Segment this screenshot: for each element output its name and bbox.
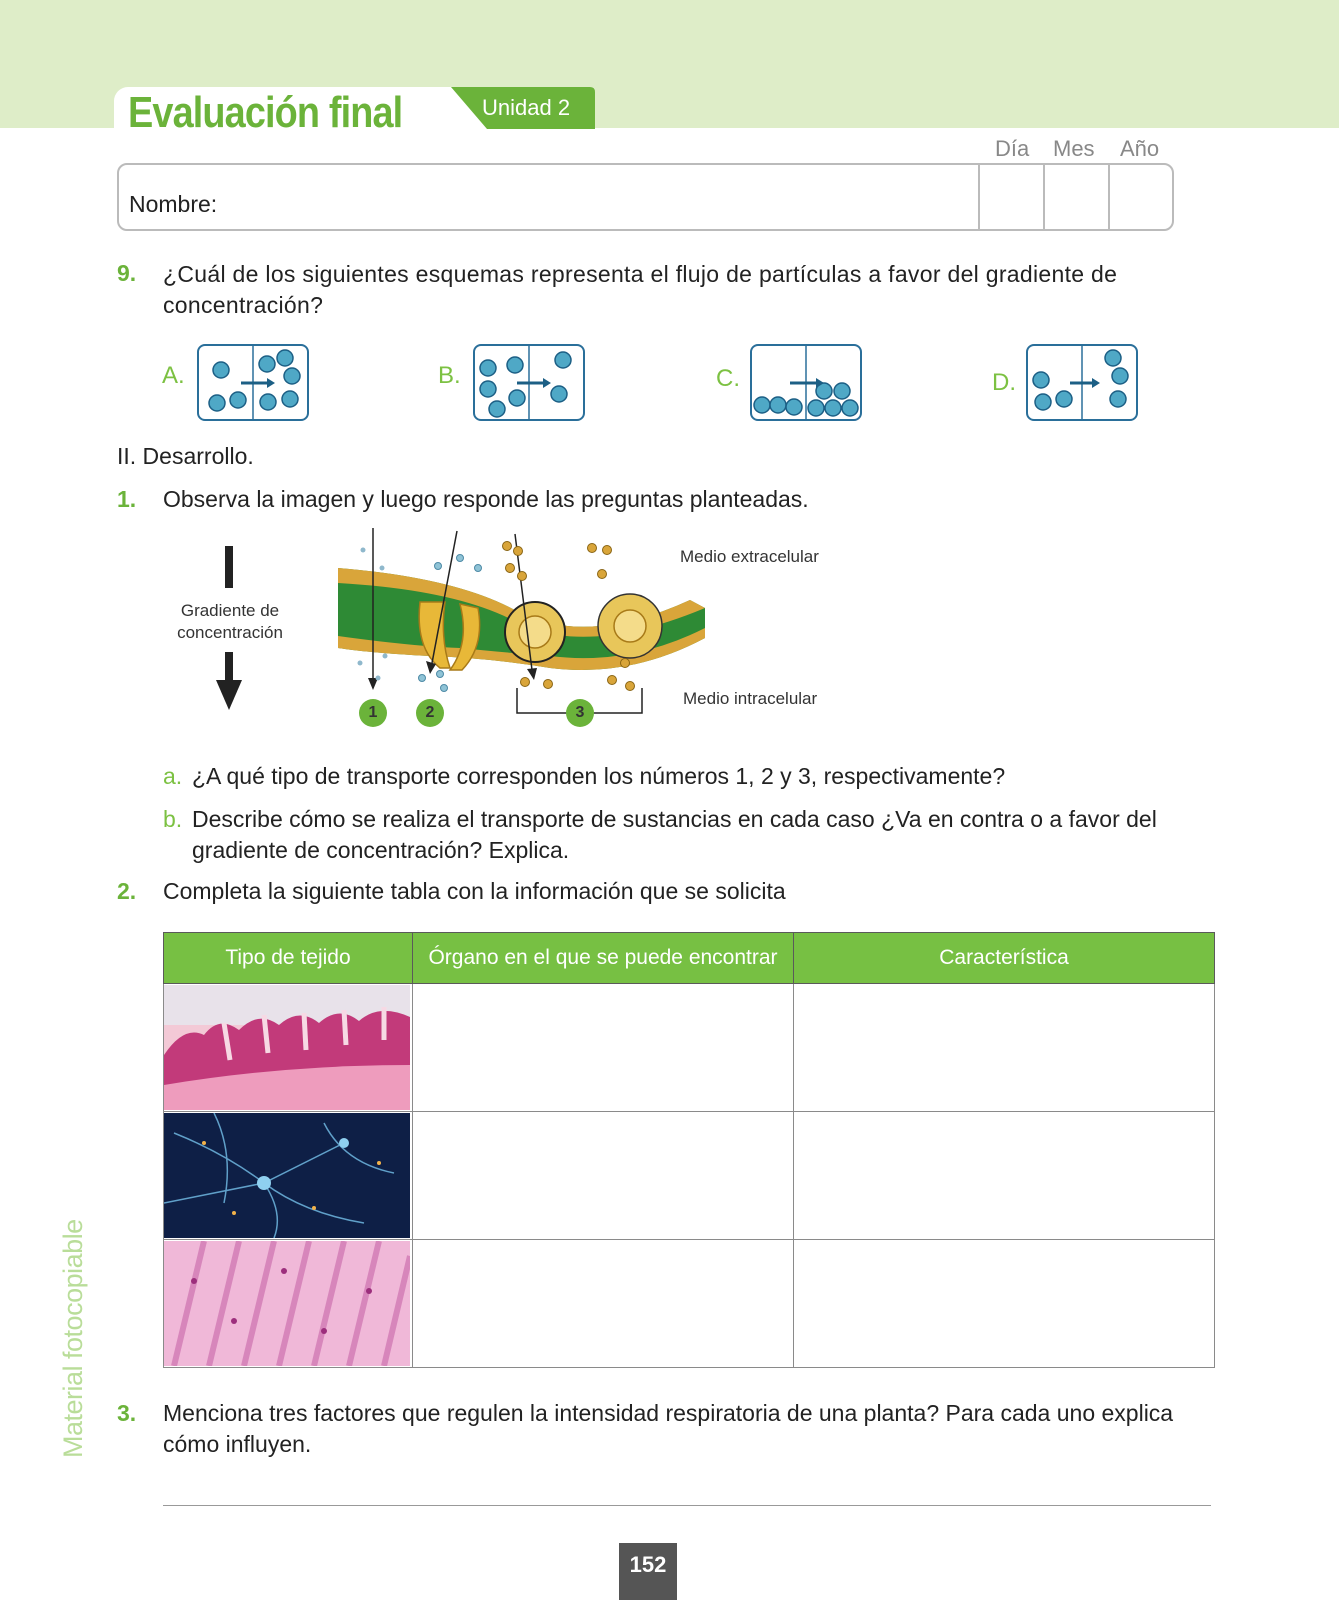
tissue-table	[163, 932, 1215, 1368]
header-tissue-type: Tipo de tejido	[164, 933, 413, 984]
page-title: Evaluación final	[128, 88, 403, 137]
option-d-diagram[interactable]	[1026, 344, 1138, 421]
marker-3: 3	[575, 704, 585, 721]
header-organ: Órgano en el que se puede encontrar	[413, 933, 794, 984]
marker-2: 2	[425, 704, 435, 721]
organ-answer-cell[interactable]	[413, 1240, 794, 1368]
organ-answer-cell[interactable]	[413, 1112, 794, 1240]
name-label: Nombre:	[129, 191, 218, 217]
month-field-divider	[1043, 163, 1045, 231]
tissue-image-cell	[164, 1240, 413, 1368]
characteristic-answer-cell[interactable]	[794, 1240, 1215, 1368]
option-d-label: D.	[992, 369, 1016, 396]
tissue-image-cell	[164, 1112, 413, 1240]
question-3-text: Menciona tres factores que regulen la intensidad respiratoria de una planta? Para cada uno explica cómo influyen.	[163, 1400, 1174, 1457]
marker-1: 1	[368, 704, 378, 721]
side-watermark: Material fotocopiable	[58, 1219, 88, 1458]
nervous-tissue-image	[164, 1113, 410, 1238]
gradient-label: Gradiente de concentración	[177, 601, 283, 642]
section-title: II. Desarrollo.	[117, 443, 254, 469]
table-row	[164, 984, 1215, 1112]
question-1-text: Observa la imagen y luego responde las preguntas planteadas.	[163, 486, 809, 512]
question-1a-text: ¿A qué tipo de transporte corresponden los números 1, 2 y 3, respectivamente?	[192, 763, 1006, 789]
question-1a-letter: a.	[163, 763, 183, 789]
question-2-text: Completa la siguiente tabla con la información que se solicita	[163, 878, 786, 904]
option-b-label: B.	[438, 362, 461, 389]
muscle-tissue-image	[164, 1241, 410, 1366]
table-row	[164, 1112, 1215, 1240]
question-9-number: 9.	[117, 260, 137, 286]
organ-answer-cell[interactable]	[413, 984, 794, 1112]
option-c-diagram[interactable]	[750, 344, 862, 421]
unit-badge: Unidad 2	[482, 95, 571, 120]
option-c-label: C.	[716, 365, 740, 392]
intracellular-label: Medio intracelular	[683, 689, 818, 708]
page-number: 152	[619, 1543, 677, 1600]
year-label: Año	[1120, 136, 1160, 161]
name-field[interactable]	[117, 163, 1174, 231]
characteristic-answer-cell[interactable]	[794, 984, 1215, 1112]
question-1b-letter: b.	[163, 806, 183, 832]
day-field-divider	[978, 163, 980, 231]
question-2-number: 2.	[117, 878, 137, 904]
month-label: Mes	[1053, 136, 1095, 161]
option-b-diagram[interactable]	[473, 344, 585, 421]
extracellular-label: Medio extracelular	[680, 547, 819, 566]
option-a-diagram[interactable]	[197, 344, 309, 421]
epithelial-tissue-image	[164, 985, 410, 1110]
tissue-image-cell	[164, 984, 413, 1112]
header-characteristic: Característica	[794, 933, 1215, 984]
year-field-divider	[1108, 163, 1110, 231]
question-3-number: 3.	[117, 1400, 137, 1426]
option-a-label: A.	[162, 362, 185, 389]
table-row	[164, 1240, 1215, 1368]
characteristic-answer-cell[interactable]	[794, 1112, 1215, 1240]
question-1b-text: Describe cómo se realiza el transporte de sustancias en cada caso ¿Va en contra o a favor del gradiente de concentración? Explica.	[192, 806, 1157, 863]
question-9-text: ¿Cuál de los siguientes esquemas representa el flujo de partículas a favor del gradiente de concentración?	[163, 261, 1118, 318]
question-1-number: 1.	[117, 486, 137, 512]
day-label: Día	[995, 136, 1030, 161]
footer-divider	[163, 1505, 1211, 1506]
